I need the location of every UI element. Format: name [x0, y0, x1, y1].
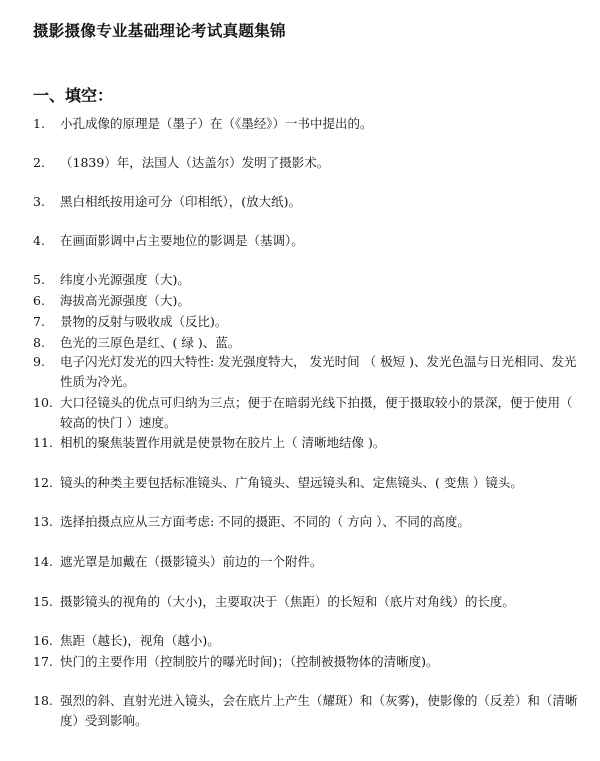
question-number: 2.: [33, 155, 45, 170]
question-item: [33, 592, 578, 612]
question-item: [33, 333, 578, 353]
question-item: [33, 192, 578, 212]
question-number: 14.: [33, 554, 53, 569]
question-number: 16.: [33, 633, 53, 648]
question-text: 相机的聚焦装置作用就是使景物在胶片上（ 清晰地结像 )。: [60, 435, 386, 450]
question-number: 10.: [33, 395, 53, 410]
question-item: [33, 270, 578, 290]
question-number: 15.: [33, 594, 53, 609]
question-text: 焦距（越长)，视角（越小)。: [60, 633, 220, 648]
question-number: 11.: [33, 435, 53, 450]
question-text: 电子闪光灯发光的四大特性: 发光强度特大， 发光时间 （ 极短 )、发光色温与日光相同、发光性质为冷光。: [60, 354, 577, 389]
question-item: [33, 552, 578, 572]
question-number: 8.: [33, 335, 45, 350]
question-number: 1.: [33, 116, 45, 131]
question-text: 小孔成像的原理是（墨子）在（《墨经》）一书中提出的。: [60, 116, 373, 131]
question-text: 色光的三原色是红、( 绿 )、蓝。: [60, 335, 241, 350]
question-text: 海拔高光源强度（大)。: [60, 293, 190, 308]
question-item: [33, 652, 578, 672]
question-item: [33, 512, 578, 532]
question-number: 6.: [33, 293, 45, 308]
question-number: 4.: [33, 233, 45, 248]
question-number: 13.: [33, 514, 53, 529]
question-item: [33, 393, 578, 433]
question-number: 17.: [33, 654, 53, 669]
question-item: [33, 291, 578, 311]
section-heading: 一、填空：: [33, 86, 114, 105]
question-text: 选择拍摄点应从三方面考虑: 不同的摄距、不同的（ 方向 ）、不同的高度。: [60, 514, 470, 529]
question-item: [33, 231, 578, 251]
question-text: 黑白相纸按用途可分（印相纸），(放大纸)。: [60, 194, 302, 209]
question-number: 12.: [33, 475, 53, 490]
question-number: 5.: [33, 272, 45, 287]
question-item: [33, 691, 578, 731]
question-text: 强烈的斜、直射光进入镜头，会在底片上产生（耀斑）和（灰雾)，使影像的（反差）和（清晰度）受到影响。: [60, 693, 578, 728]
question-number: 18.: [33, 693, 53, 708]
document-title: 摄影摄像专业基础理论考试真题集锦: [33, 22, 286, 40]
question-text: 遮光罩是加戴在（摄影镜头）前边的一个附件。: [60, 554, 323, 569]
question-item: [33, 433, 578, 453]
question-text: 摄影镜头的视角的（大小)，主要取决于（焦距）的长短和（底片对角线）的长度。: [60, 594, 515, 609]
question-item: [33, 631, 578, 651]
question-number: 9.: [33, 354, 45, 369]
question-text: 在画面影调中占主要地位的影调是（基调）。: [60, 233, 304, 248]
question-number: 3.: [33, 194, 45, 209]
question-text: 快门的主要作用（控制胶片的曝光时间)；（控制被摄物体的清晰度)。: [60, 654, 439, 669]
question-item: [33, 153, 578, 173]
question-text: （1839）年，法国人（达盖尔）发明了摄影术。: [60, 155, 330, 170]
question-item: [33, 312, 578, 332]
question-item: [33, 473, 578, 493]
question-text: 纬度小光源强度（大)。: [60, 272, 190, 287]
question-text: 镜头的种类主要包括标准镜头、广角镜头、望远镜头和、定焦镜头、( 变焦 ）镜头。: [60, 475, 523, 490]
question-item: [33, 352, 578, 392]
question-item: [33, 114, 578, 134]
question-text: 景物的反射与吸收成（反比)。: [60, 314, 228, 329]
question-number: 7.: [33, 314, 45, 329]
question-text: 大口径镜头的优点可归纳为三点；便于在暗弱光线下拍摄，便于摄取较小的景深，便于使用（ 较高的快门 ）速度。: [60, 395, 577, 430]
